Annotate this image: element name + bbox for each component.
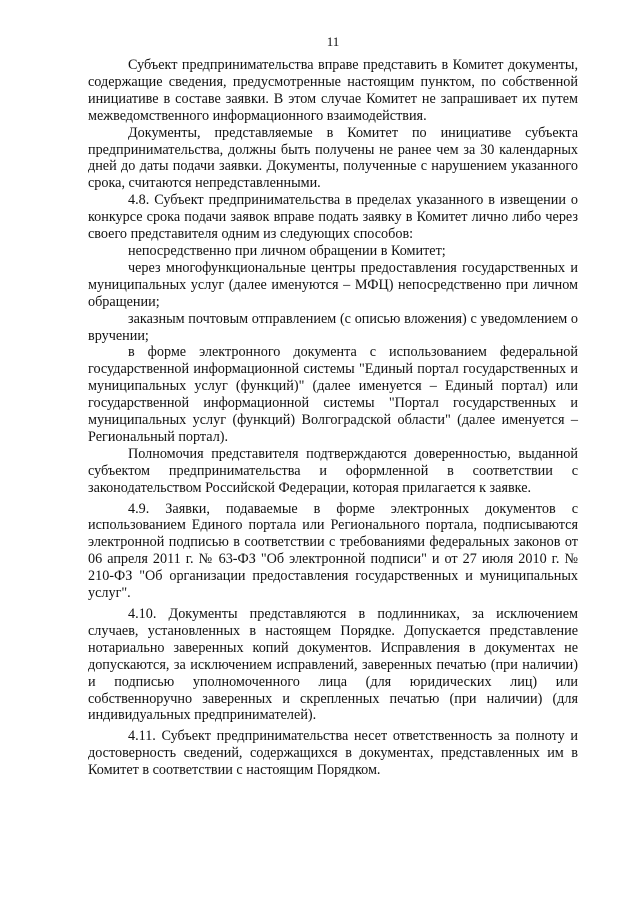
- list-item-electronic: в форме электронного документа с использованием федеральной государственной информационной системы "Единый портал государственных и муниципальных услуг (функций)" (далее именуется – Единый портал) или государственной информационной системы "Портал государственных и муниципальных услуг (функций) Волгоградской области" (далее именуется – Региональный портал).: [88, 344, 578, 445]
- paragraph-4-8: 4.8. Субъект предпринимательства в пределах указанного в извещении о конкурсе срока подачи заявок вправе подать заявку в Комитет лично либо через своего представителя одним из следующих способов:: [88, 192, 578, 243]
- paragraph-4-11: 4.11. Субъект предпринимательства несет ответственность за полноту и достоверность сведений, содержащихся в документах, представленных им в Комитет в соответствии с настоящим Порядком.: [88, 728, 578, 779]
- list-item-registered-mail: заказным почтовым отправлением (с описью вложения) с уведомлением о вручении;: [88, 310, 578, 344]
- list-item-in-person: непосредственно при личном обращении в Комитет;: [128, 242, 446, 259]
- paragraph-own-initiative: Субъект предпринимательства вправе представить в Комитет документы, содержащие сведения, предусмотренные настоящим пунктом, по собственной инициативе в составе заявки. В этом случае Комитет не запрашивает их путем межведомственного информационного взаимодействия.: [88, 57, 578, 124]
- paragraph-representative-authority: Полномочия представителя подтверждаются доверенностью, выданной субъектом предпринимательства и оформленной в соответствии с законодательством Российской Федерации, которая прилагается к заявке.: [88, 445, 578, 496]
- page-number: 11: [326, 34, 340, 49]
- list-item-mfc: через многофункциональные центры предоставления государственных и муниципальных услуг (далее именуются – МФЦ) непосредственно при личном обращении;: [88, 259, 578, 310]
- paragraph-4-10: 4.10. Документы представляются в подлинниках, за исключением случаев, установленных в настоящем Порядке. Допускается представление нотариально заверенных копий документов. Исправления в документах не допускаются, за исключением исправлений, заверенных печатью (при наличии) и подписью уполномоченного лица (для юридических лиц) или собственноручно заверенных и скрепленных печатью (при наличии) (для индивидуальных предпринимателей).: [88, 606, 578, 724]
- document-body: [88, 57, 578, 779]
- paragraph-document-validity: Документы, представляемые в Комитет по инициативе субъекта предпринимательства, должны быть получены не ранее чем за 30 календарных дней до даты подачи заявки. Документы, полученные с нарушением указанного срока, считаются непредставленными.: [88, 124, 578, 192]
- paragraph-4-9: 4.9. Заявки, подаваемые в форме электронных документов с использованием Единого портала или Регионального портала, подписываются электронной подписью в соответствии с требованиями федеральных законов от 06 апреля 2011 г. № 63-ФЗ "Об электронной подписи" и от 27 июля 2010 г. № 210-ФЗ "Об организации предоставления государственных и муниципальных услуг".: [88, 500, 578, 602]
